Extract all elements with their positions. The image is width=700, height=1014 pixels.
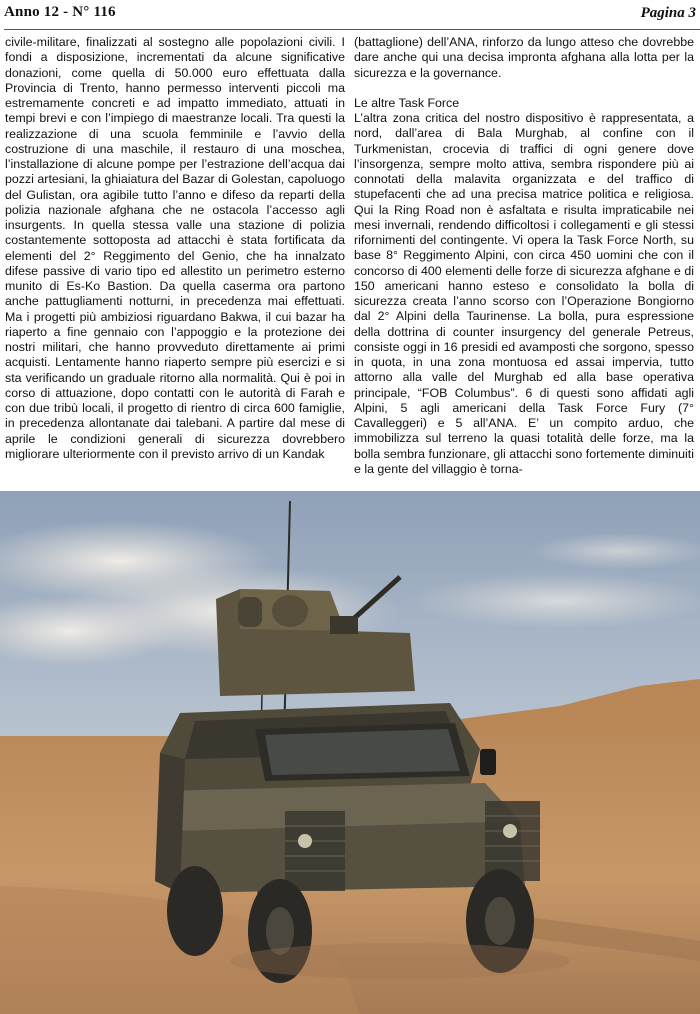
- section-subheading: Le altre Task Force: [354, 95, 460, 110]
- left-column-text: civile-militare, finalizzati al sostegno alle popolazioni civili. I fondi a disposizione, incrementati da alcune significative donazioni, come quella di 50.000 euro effettuata dalla Provincia di Trento, hanno permesso interventi piccoli ma estremamente concreti e ad impatto immediato, attuati in tempi brevi e con l’impiego di maestranze locali. Tra questi la realizzazione di una scuola femminile e l’avvio della costruzione di una maschile, il restauro di una moschea, l’installazione di alcune pompe per l’estrazione dell’acqua dai pozzi artesiani, la ghiaiatura del Bazar di Golestan, capoluogo del Gulistan, ora agibile tutto l’anno e difeso da reparti della polizia nazionale afghana che ne ostacola l’accesso agli insurgents. In quella stessa valle una stazione di polizia costantemente sottoposta ad attacchi è stata fortificata da elementi del 2° Reggimento del Genio, che ha innalzato difese passive di vario tipo ed allestito un perimetro esterno munito di Es-Ko Bastion. Da quella caserma ora partono anche pattugliamenti notturni, in precedenza mai effettuati. Ma i progetti più ambiziosi riguardano Bakwa, il cui bazar ha riaperto a fine gennaio con l’appoggio e la protezione dei nostri militari, che hanno provveduto direttamente ai primi acquisti. Lentamente hanno riaperto sempre più esercizi e si sta verificando un graduale ritorno alla normalità. Qui è poi in corso di attuazione, dopo contatti con le autorità di Farah e con due tribù locali, il progetto di rientro di circa 600 famiglie, in precedenza allontanate dai talebani. A partire dal mese di aprile le condizioni generali di sicurezza dovrebbero migliorare ulteriormente con il previsto arrivo di un Kandak: [5, 35, 345, 461]
- right-column-intro: (battaglione) dell’ANA, rinforzo da lungo atteso che dovrebbe dare anche qui una decisa impronta afghana alla lotta per la sicurezza e la governance.: [354, 35, 694, 80]
- armored-vehicle-photo: [0, 491, 700, 1014]
- issue-number: Anno 12 - N° 116: [4, 4, 116, 20]
- right-column: [354, 35, 694, 477]
- page-number: Pagina 3: [640, 5, 696, 21]
- right-column-body: L’altra zona critica del nostro dispositivo è rappresentata, a nord, dall’area di Bala Murghab, al confine con il Turkmenistan, crocevia di traffici di ogni genere dove l’insorgenza, sempre molto attiva, sembra rispondere più ai connotati della malavita organizzata e del traffico di stupefacenti che ad una precisa matrice politica e religiosa. Qui la Ring Road non è asfaltata e risulta impraticabile nei mesi invernali, rendendo difficoltosi i collegamenti e gli stessi rifornimenti del contingente. Vi opera la Task Force North, su base 8° Reggimento Alpini, con circa 450 uomini che con il concorso di 400 elementi delle forze di sicurezza afghane e di 150 americani hanno esteso e consolidato la bolla di sicurezza creata l’anno scorso con l’Operazione Bongiorno dal 2° Alpini della Taurinense. La bolla, pura espressione della dottrina di counter insurgency del generale Petreus, consiste oggi in 16 presidi ed avamposti che sorgono, spesso in quota, in una zona montuosa ed assai impervia, tutto attorno alla valle del Murghab ed alla base operativa principale, “FOB Columbus”. 6 di questi sono affidati agli Alpini, 5 agli americani della Task Force Fury (7° Cavalleggeri) e 5 all’ANA. E’ un compito arduo, che immobilizza sul terreno la quasi totalità delle forze, ma la bolla sembra funzionare, gli attacchi sono fortemente diminuiti e la gente del villaggio è torna-: [354, 111, 694, 476]
- header-rule: [4, 29, 700, 30]
- left-column: [5, 35, 345, 462]
- paragraph-gap: [354, 81, 694, 96]
- page-header: [0, 0, 700, 30]
